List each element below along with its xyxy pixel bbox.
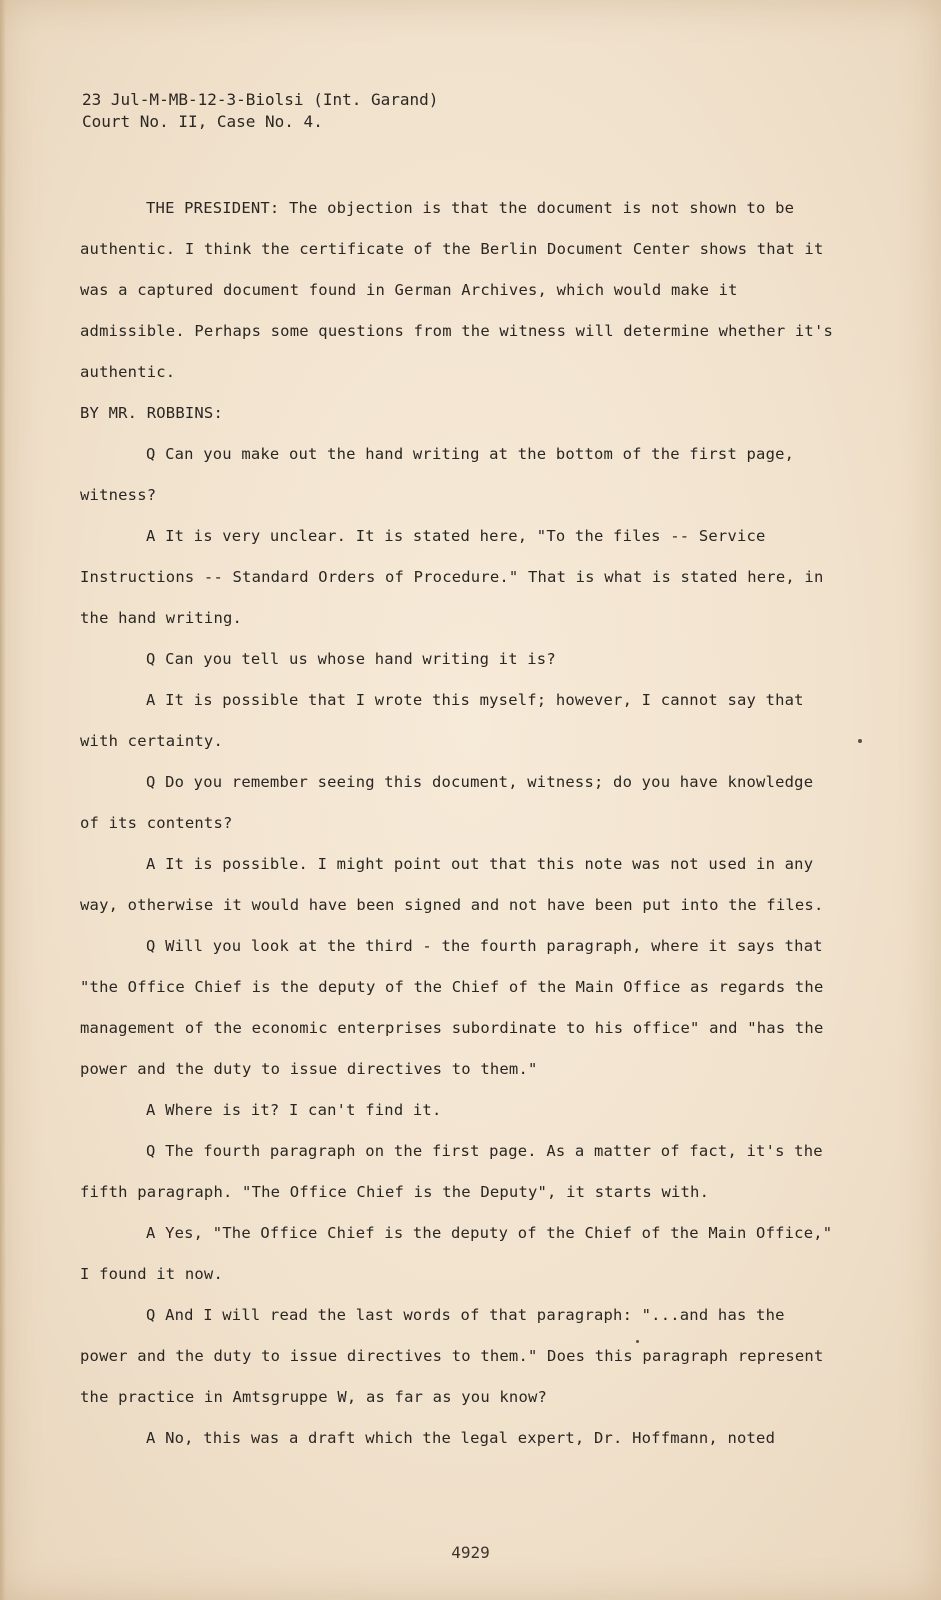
paragraph: A It is possible. I might point out that this note was not used in any way, otherwise it would have been signed and not have been put into the files. xyxy=(80,855,824,914)
paragraph: Q Do you remember seeing this document, witness; do you have knowledge of its contents? xyxy=(80,773,814,832)
paragraph: THE PRESIDENT: The objection is that the document is not shown to be authentic. I think the certificate of the Berlin Document Center shows that it was a captured document found in German Archives, which would make it admissible. Perhaps some questions from the witness will determine whether it's authentic. xyxy=(80,199,834,381)
paragraph: BY MR. ROBBINS: xyxy=(80,404,223,422)
paragraph: Q Can you tell us whose hand writing it is? xyxy=(146,650,556,668)
paragraph: A Where is it? I can't find it. xyxy=(146,1101,442,1119)
paragraph: A Yes, "The Office Chief is the deputy of the Chief of the Main Office," I found it now. xyxy=(80,1224,833,1283)
transcript-body xyxy=(80,188,840,1459)
paper-speck xyxy=(636,1340,639,1343)
paragraph: A It is possible that I wrote this myself; however, I cannot say that with certainty. xyxy=(80,691,804,750)
paragraph: Q The fourth paragraph on the first page. As a matter of fact, it's the fifth paragraph. "The Office Chief is the Deputy", it starts with. xyxy=(80,1142,823,1201)
page-number: 4929 xyxy=(451,1543,490,1562)
header-line-1: 23 Jul-M-MB-12-3-Biolsi (Int. Garand) xyxy=(82,90,439,109)
paper-speck xyxy=(858,739,862,743)
header-line-2: Court No. II, Case No. 4. xyxy=(82,112,323,131)
paragraph: A No, this was a draft which the legal expert, Dr. Hoffmann, noted xyxy=(146,1429,776,1447)
paragraph: Q And I will read the last words of that paragraph: "...and has the power and the duty to issue directives to them." Does this paragraph represent the practice in Amtsgruppe W, as far as you know? xyxy=(80,1306,824,1406)
paragraph: Q Will you look at the third - the fourth paragraph, where it says that "the Office Chief is the deputy of the Chief of the Main Office as regards the management of the economic enterprises subordinate to his office" and "has the power and the duty to issue directives to them." xyxy=(80,937,824,1078)
paragraph: Q Can you make out the hand writing at the bottom of the first page, witness? xyxy=(80,445,795,504)
paragraph: A It is very unclear. It is stated here, "To the files -- Service Instructions -- Standard Orders of Procedure." That is what is stated here, in the hand writing. xyxy=(80,527,824,627)
document-header xyxy=(82,89,438,133)
page-edge xyxy=(0,0,6,1600)
